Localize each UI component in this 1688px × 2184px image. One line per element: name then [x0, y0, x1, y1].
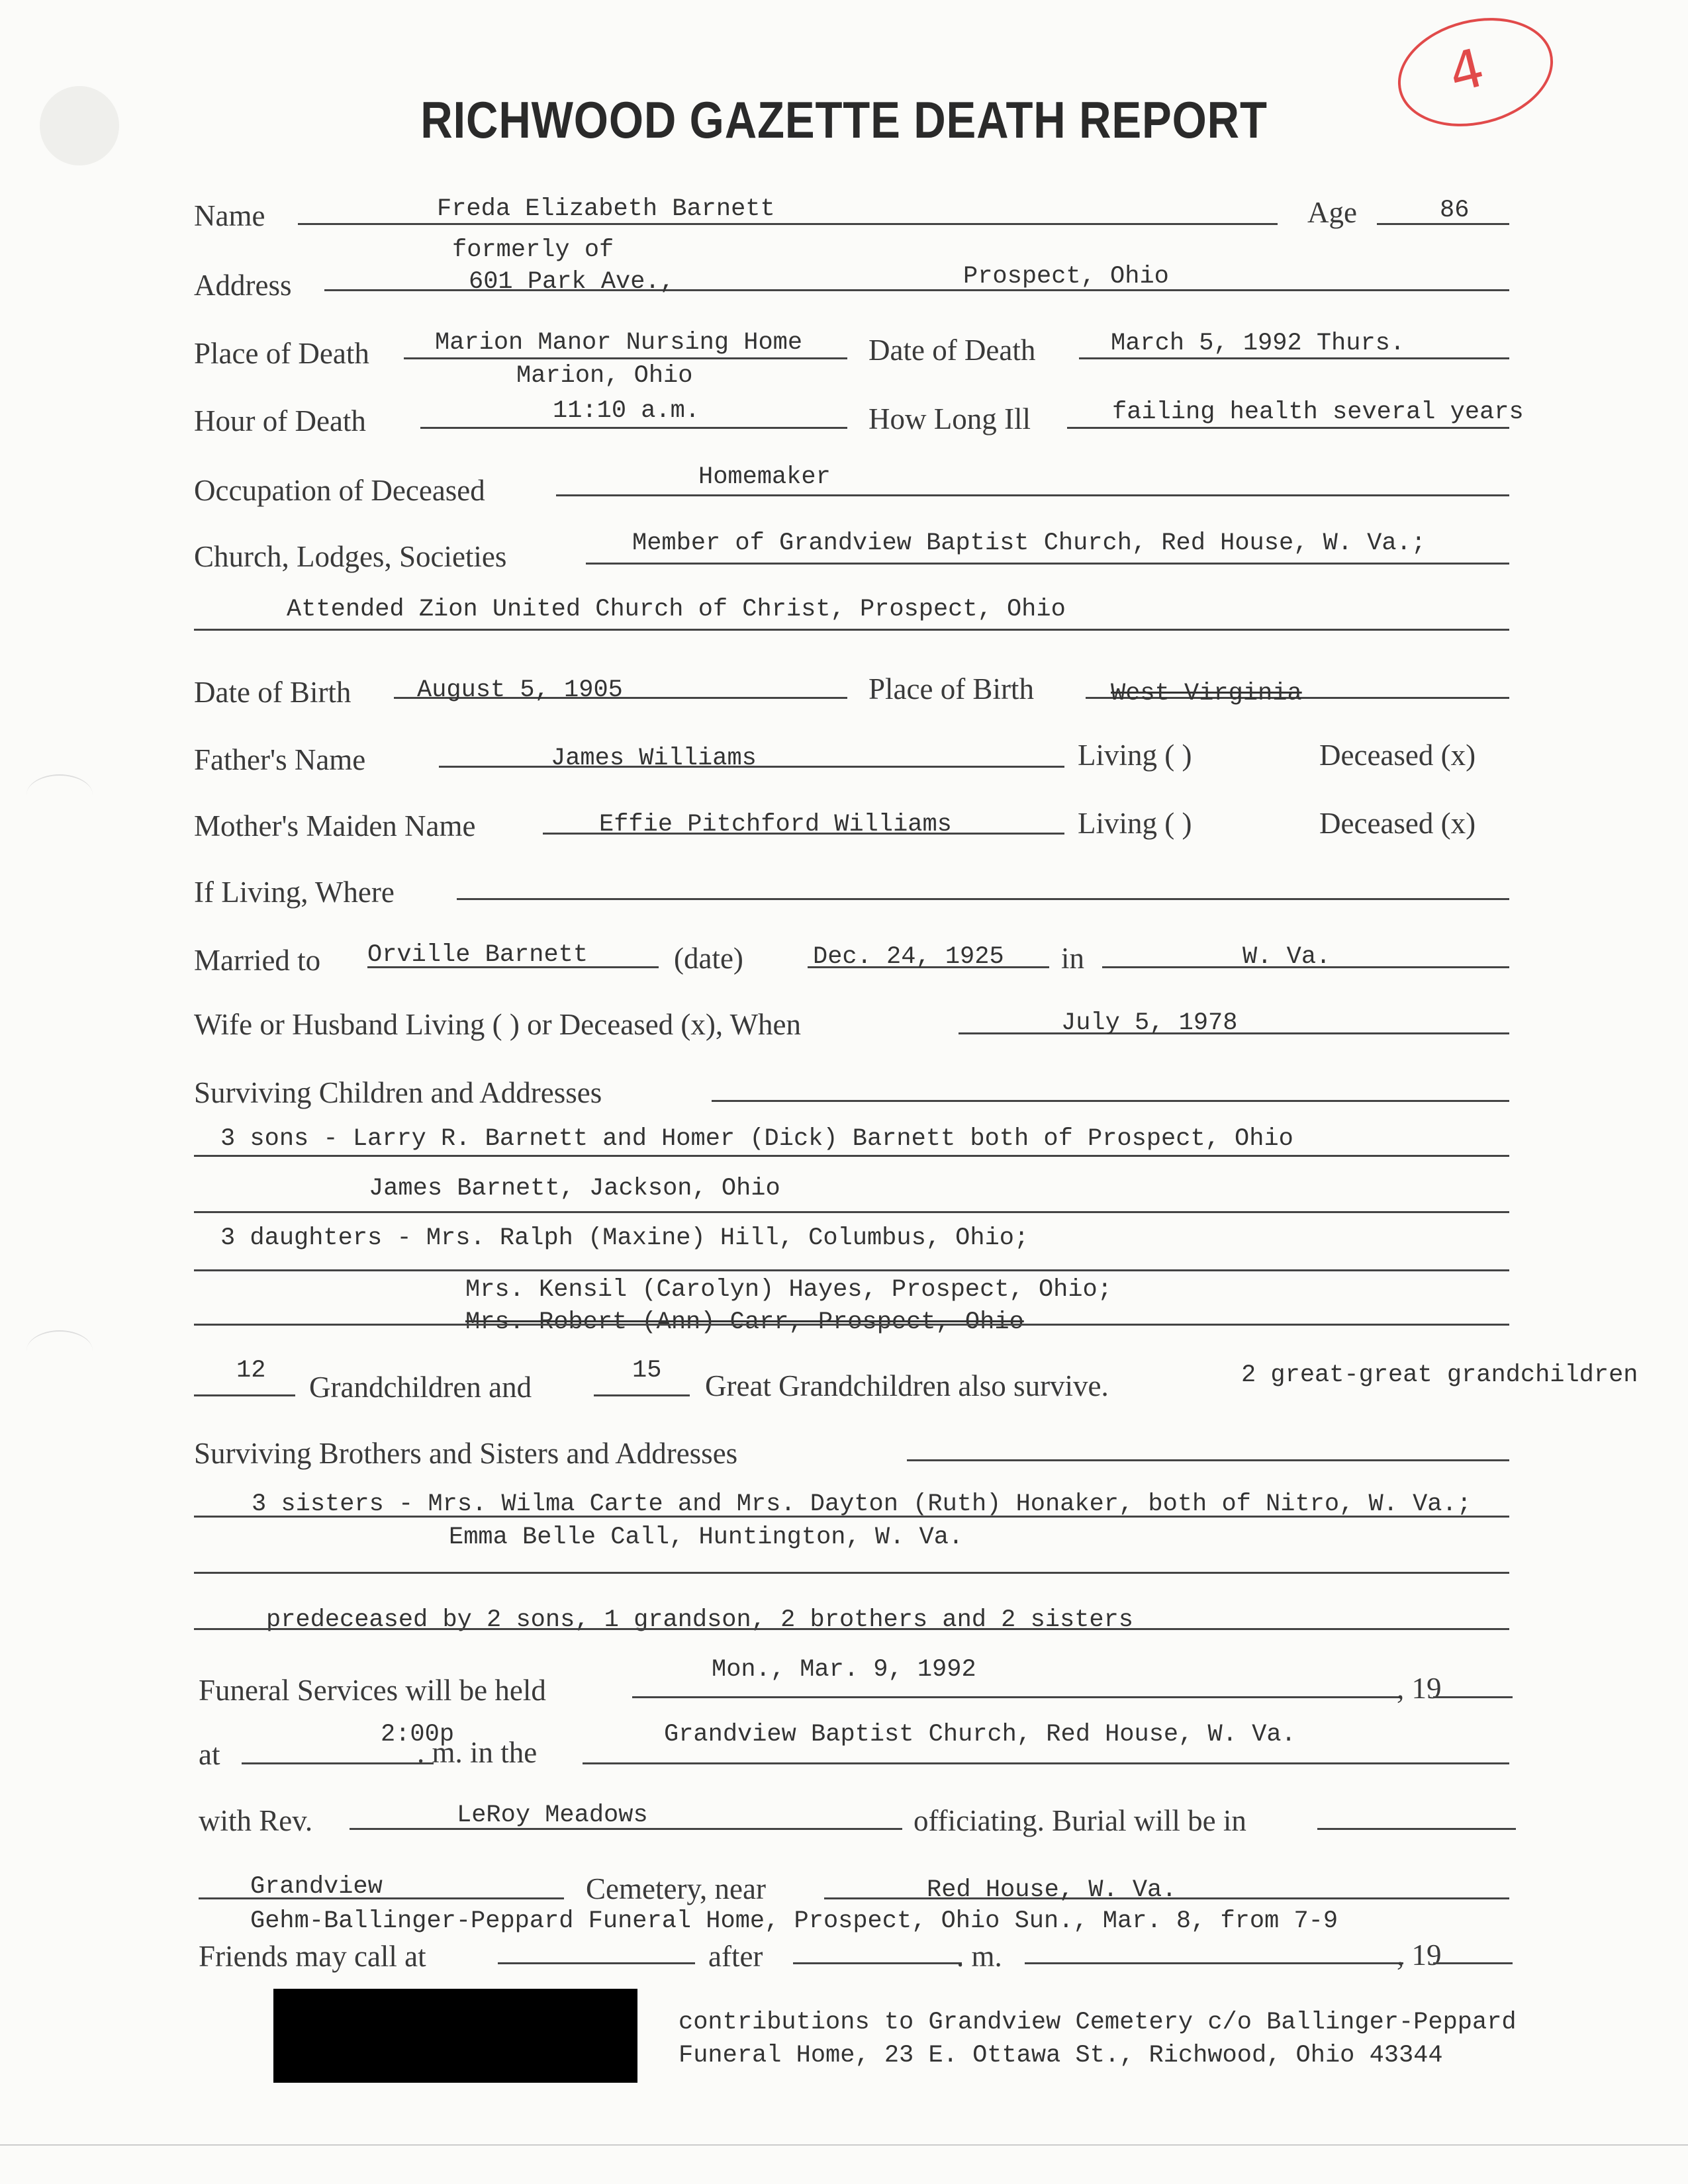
funeral-nineteen-label: , 19: [1397, 1672, 1442, 1705]
funeral-time-value: 2:00p: [381, 1721, 455, 1749]
cemetery-near-label: Cemetery, near: [586, 1872, 766, 1905]
children-line-2: James Barnett, Jackson, Ohio: [369, 1175, 780, 1203]
hour-of-death-value: 11:10 a.m.: [553, 397, 700, 425]
officiating-label: officiating. Burial will be in: [914, 1804, 1246, 1837]
children-line-5: Mrs. Robert (Ann) Carr, Prospect, Ohio: [465, 1308, 1024, 1336]
church-label: Church, Lodges, Societies: [194, 540, 507, 573]
siblings-rule-2: [194, 1572, 1509, 1574]
after-line-2: [1025, 1962, 1403, 1964]
place-of-birth-label: Place of Birth: [868, 672, 1034, 705]
children-line-3: 3 daughters - Mrs. Ralph (Maxine) Hill, Columbus, Ohio;: [220, 1224, 1029, 1252]
children-rule-4: [194, 1324, 1509, 1326]
great-great-grandchildren: 2 great-great grandchildren: [1241, 1361, 1638, 1389]
address-label: Address: [194, 269, 292, 302]
date-of-death-line: [1079, 357, 1509, 359]
circled-number: 4: [1442, 36, 1491, 105]
burial-line: [1317, 1828, 1516, 1830]
punch-hole: [26, 774, 93, 815]
funeral-held-line: [632, 1696, 1400, 1698]
funeral-held-label: Funeral Services will be held: [199, 1674, 546, 1707]
children-rule-2: [194, 1211, 1509, 1213]
place-of-death-label: Place of Death: [194, 337, 369, 370]
occupation-label: Occupation of Deceased: [194, 474, 485, 507]
address-note: formerly of: [452, 236, 614, 264]
funeral-place-value: Grandview Baptist Church, Red House, W. Va.: [664, 1721, 1296, 1749]
friends-nineteen-line: [1433, 1962, 1513, 1964]
name-line: [298, 223, 1278, 225]
surviving-children-line: [712, 1100, 1509, 1102]
siblings-rule-1: [194, 1516, 1509, 1518]
grandchildren-line: [194, 1394, 295, 1396]
contributions-line-2: Funeral Home, 23 E. Ottawa St., Richwood, Ohio 43344: [679, 2042, 1443, 2070]
friends-call-label: Friends may call at: [199, 1940, 426, 1973]
place-of-death-line: [404, 357, 847, 359]
contributions-line-1: contributions to Grandview Cemetery c/o Ballinger-Peppard: [679, 2009, 1517, 2036]
children-rule-1: [194, 1155, 1509, 1157]
age-label: Age: [1307, 196, 1357, 229]
how-long-ill-value: failing health several years: [1112, 398, 1524, 426]
with-rev-label: with Rev.: [199, 1804, 313, 1837]
grandchildren-label: Grandchildren and: [309, 1371, 532, 1404]
punch-hole: [26, 1330, 93, 1371]
siblings-line-2: Emma Belle Call, Huntington, W. Va.: [449, 1524, 964, 1551]
mother-deceased-label: Deceased (x): [1319, 807, 1476, 840]
friends-call-line: [498, 1962, 695, 1964]
page-bottom-edge: [0, 2144, 1688, 2146]
if-living-line: [457, 898, 1509, 900]
great-grandchildren-label: Great Grandchildren also survive.: [705, 1369, 1109, 1402]
place-of-birth-value: West Virginia: [1111, 680, 1302, 707]
after-line: [793, 1962, 962, 1964]
surviving-children-label: Surviving Children and Addresses: [194, 1076, 602, 1109]
church-value-1: Member of Grandview Baptist Church, Red House, W. Va.;: [632, 529, 1426, 557]
at-label: at: [199, 1738, 220, 1771]
funeral-nineteen-line: [1433, 1696, 1513, 1698]
fathers-name-label: Father's Name: [194, 743, 366, 776]
mothers-name-label: Mother's Maiden Name: [194, 809, 476, 842]
date-of-death-value: March 5, 1992 Thurs.: [1111, 330, 1405, 357]
predeceased-rule: [194, 1628, 1509, 1630]
married-date-value: Dec. 24, 1925: [813, 943, 1004, 971]
address-street: 601 Park Ave.,: [469, 268, 675, 296]
address-city: Prospect, Ohio: [963, 263, 1169, 291]
children-rule-3: [194, 1269, 1509, 1271]
great-grandchildren-line: [594, 1394, 690, 1396]
if-living-label: If Living, Where: [194, 876, 395, 909]
spouse-status-label: Wife or Husband Living ( ) or Deceased (x), When: [194, 1008, 802, 1041]
cemetery-line: [199, 1897, 564, 1899]
how-long-ill-label: How Long Ill: [868, 402, 1031, 435]
at-line: [242, 1762, 434, 1764]
m-in-the-label: . m. in the: [417, 1736, 538, 1769]
occupation-line: [556, 494, 1509, 496]
how-long-ill-line: [1067, 427, 1509, 429]
surviving-siblings-line: [907, 1459, 1509, 1461]
date-of-death-label: Date of Death: [868, 334, 1036, 367]
married-date-label: (date): [674, 942, 743, 975]
redaction-box: [273, 1989, 637, 2083]
after-label: after: [708, 1940, 763, 1973]
hour-of-death-line: [420, 427, 847, 429]
punch-hole: [40, 86, 119, 165]
grandchildren-count: 12: [236, 1357, 266, 1385]
mothers-name-value: Effie Pitchford Williams: [599, 811, 952, 839]
siblings-line-1: 3 sisters - Mrs. Wilma Carte and Mrs. Dayton (Ruth) Honaker, both of Nitro, W. Va.;: [252, 1490, 1472, 1518]
mother-living-label: Living ( ): [1078, 807, 1192, 840]
church-line-1: [586, 563, 1509, 565]
fathers-name-value: James Williams: [551, 745, 757, 772]
funeral-place-line: [583, 1762, 1509, 1764]
predeceased-line: predeceased by 2 sons, 1 grandson, 2 brothers and 2 sisters: [266, 1606, 1134, 1634]
m-dot-label: . m.: [957, 1940, 1002, 1973]
father-living-label: Living ( ): [1078, 739, 1192, 772]
funeral-date-value: Mon., Mar. 9, 1992: [712, 1656, 976, 1684]
friends-call-value: Gehm-Ballinger-Peppard Funeral Home, Prospect, Ohio Sun., Mar. 8, from 7-9: [250, 1907, 1338, 1935]
date-of-birth-value: August 5, 1905: [417, 676, 623, 704]
married-in-label: in: [1061, 942, 1085, 975]
cemetery-near-value: Red House, W. Va.: [927, 1876, 1177, 1904]
children-line-1: 3 sons - Larry R. Barnett and Homer (Dick) Barnett both of Prospect, Ohio: [220, 1125, 1293, 1153]
page-title: RICHWOOD GAZETTE DEATH REPORT: [420, 91, 1268, 149]
married-to-label: Married to: [194, 944, 321, 977]
occupation-value: Homemaker: [698, 463, 831, 491]
rev-value: LeRoy Meadows: [457, 1801, 648, 1829]
hour-of-death-label: Hour of Death: [194, 404, 366, 437]
age-value: 86: [1440, 197, 1470, 224]
church-value-2: Attended Zion United Church of Christ, Prospect, Ohio: [287, 596, 1066, 623]
cemetery-value: Grandview: [250, 1873, 383, 1901]
church-line-2: [194, 629, 1509, 631]
great-grandchildren-count: 15: [632, 1357, 662, 1385]
name-value: Freda Elizabeth Barnett: [437, 195, 775, 223]
spouse-when-value: July 5, 1978: [1061, 1009, 1238, 1037]
place-of-death-value-1: Marion Manor Nursing Home: [435, 329, 803, 357]
name-label: Name: [194, 199, 265, 232]
children-line-4: Mrs. Kensil (Carolyn) Hayes, Prospect, Ohio;: [465, 1276, 1112, 1304]
married-to-value: Orville Barnett: [367, 941, 588, 969]
friends-nineteen-label: , 19: [1397, 1938, 1442, 1972]
married-in-value: W. Va.: [1243, 943, 1331, 971]
date-of-birth-label: Date of Birth: [194, 676, 352, 709]
surviving-siblings-label: Surviving Brothers and Sisters and Addresses: [194, 1437, 738, 1470]
father-deceased-label: Deceased (x): [1319, 739, 1476, 772]
place-of-death-value-2: Marion, Ohio: [516, 362, 693, 390]
